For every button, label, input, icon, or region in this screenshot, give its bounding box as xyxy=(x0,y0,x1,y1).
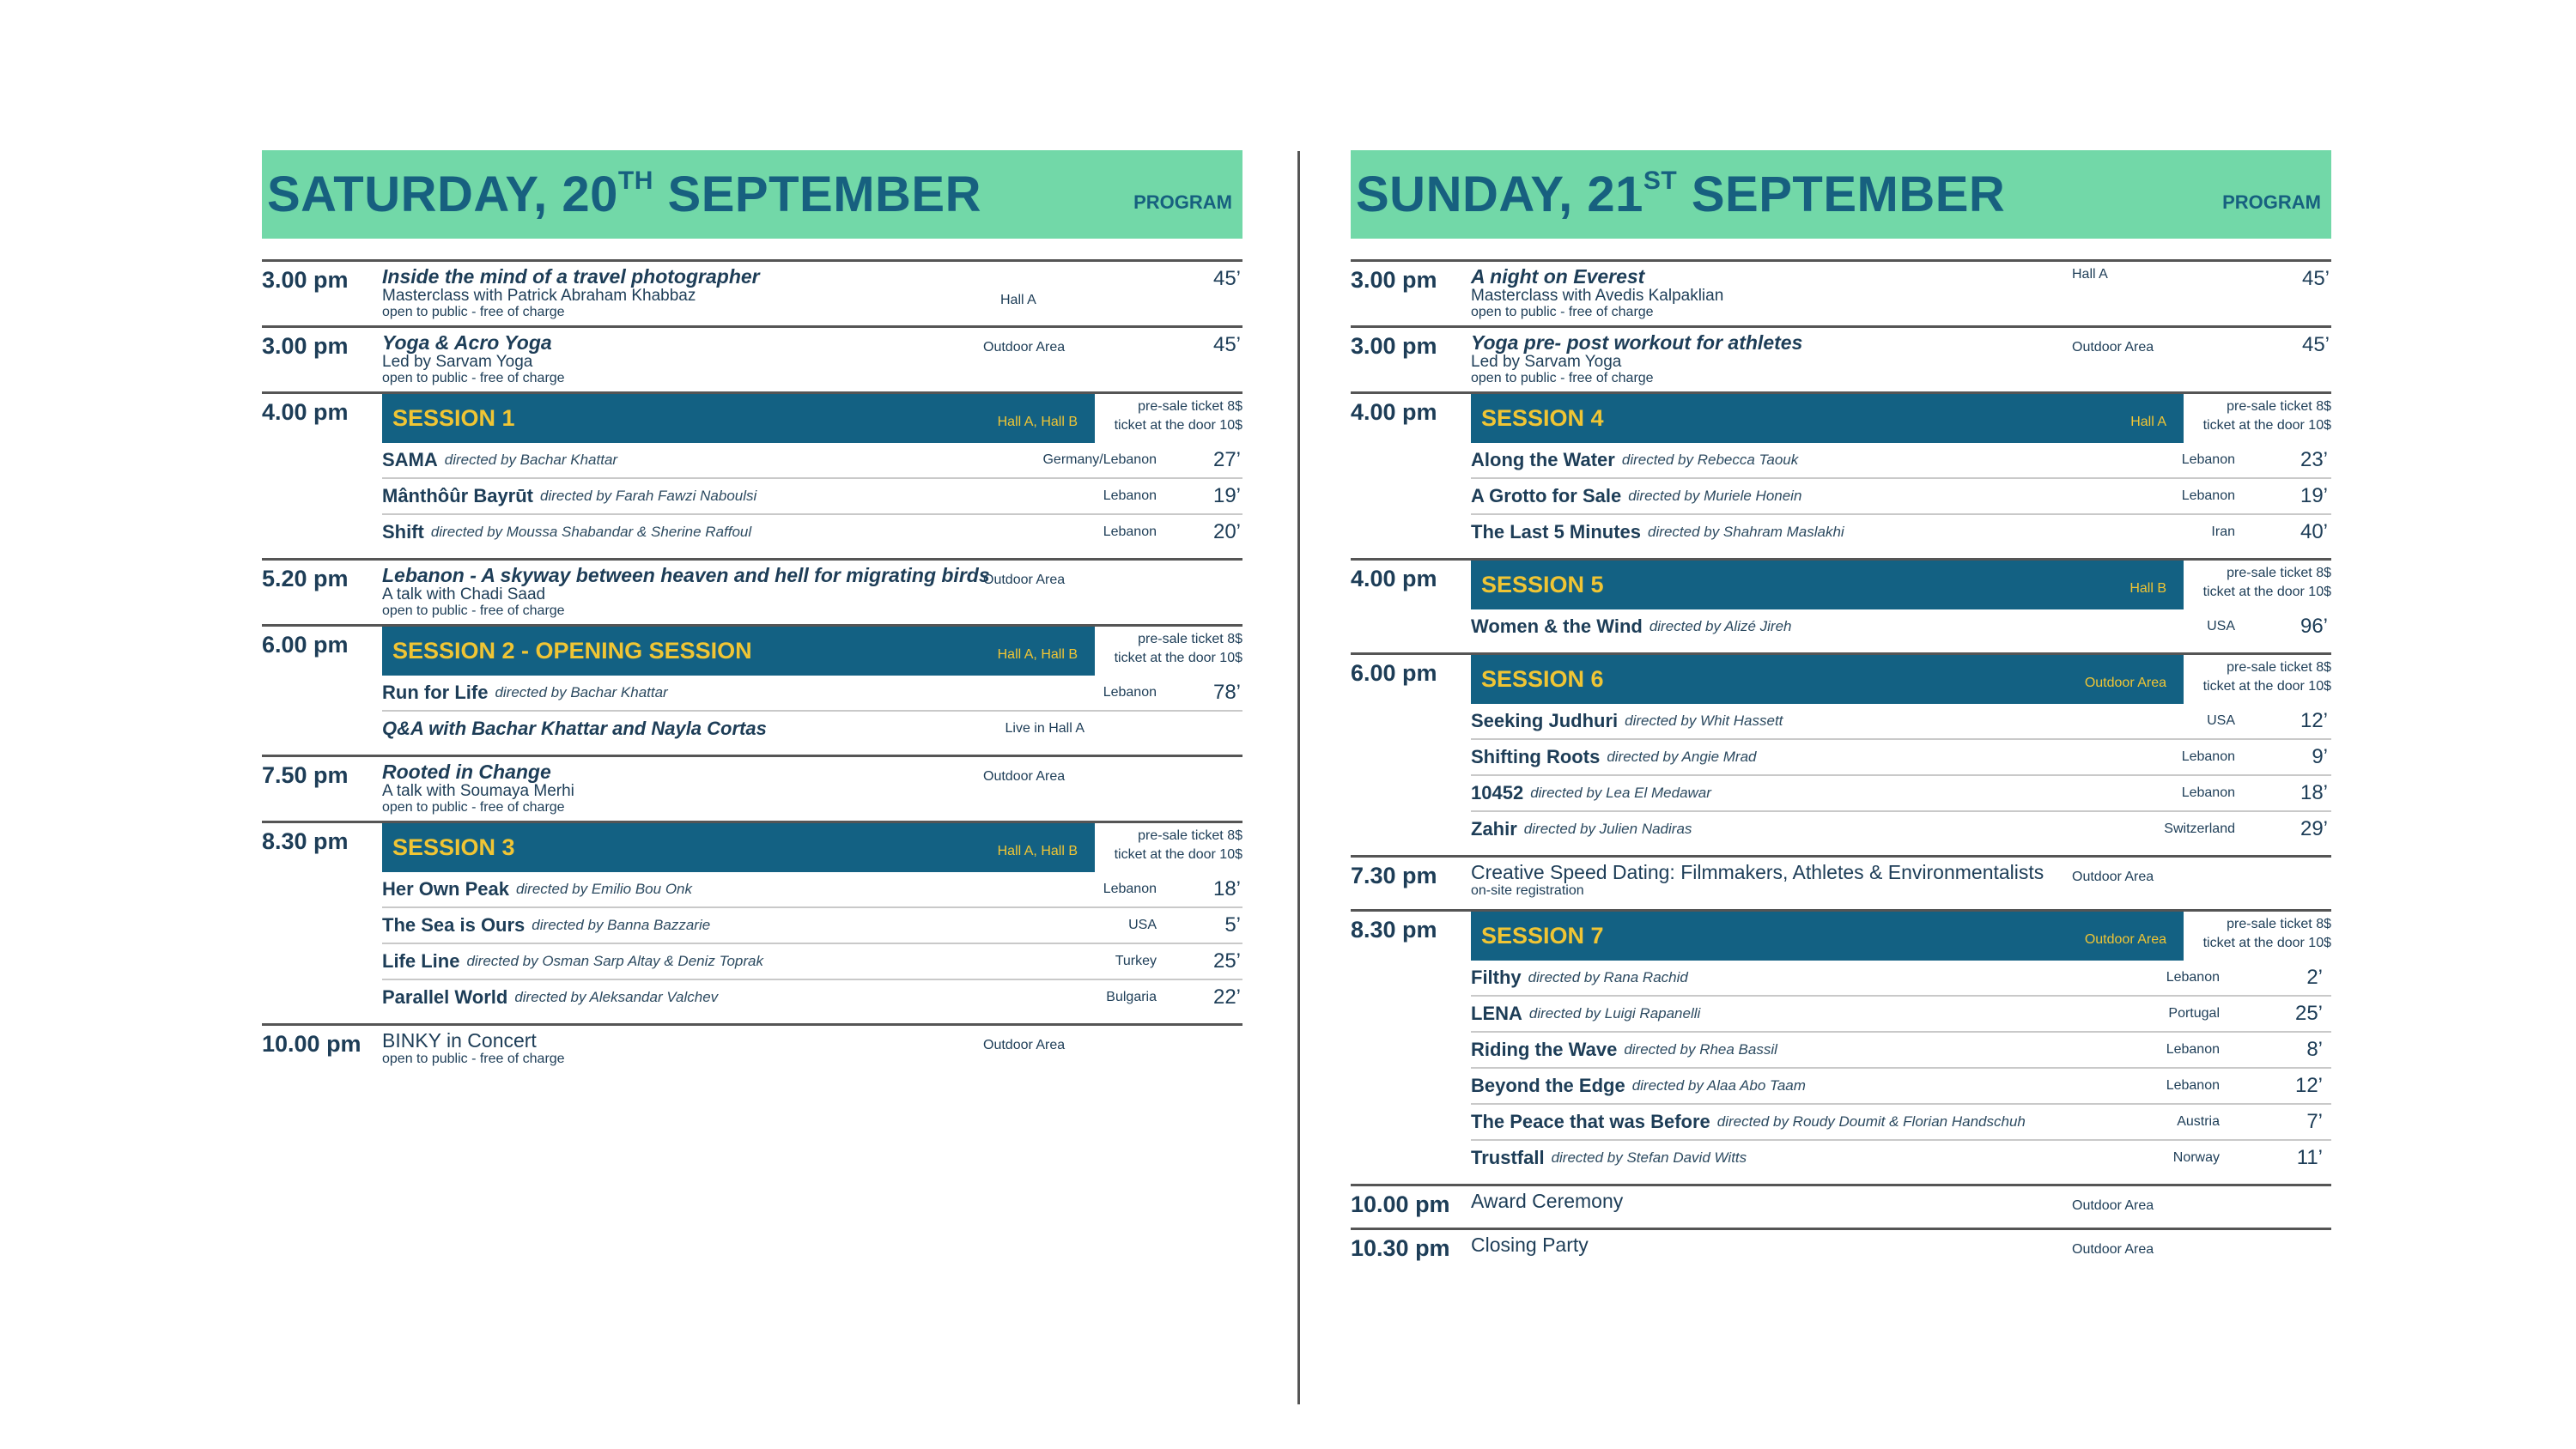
time-slot xyxy=(262,755,1242,821)
film-director: directed by Farah Fawzi Naboulsi xyxy=(540,488,757,504)
slot-time: 10.30 pm xyxy=(1351,1235,1450,1261)
slot-time: 5.20 pm xyxy=(262,566,349,591)
film-row xyxy=(1471,515,2331,549)
film-row xyxy=(1471,997,2331,1033)
event xyxy=(382,262,1242,325)
session-bar xyxy=(1471,912,2184,961)
event-host: A talk with Soumaya Merhi xyxy=(382,782,574,800)
event-duration: 45’ xyxy=(2301,333,2330,356)
slot-time: 8.30 pm xyxy=(1351,917,1437,943)
slot-time: 3.00 pm xyxy=(1351,333,1437,359)
ticket-door: ticket at the door 10$ xyxy=(1114,418,1242,433)
event-location: Hall A xyxy=(2072,267,2108,282)
slot-content xyxy=(1471,1230,2331,1271)
sunday-program xyxy=(1351,150,2331,1271)
ticket-prices xyxy=(2184,561,2331,609)
film-list xyxy=(1471,704,2331,846)
film-country: Germany/Lebanon xyxy=(1042,452,1157,467)
film-duration: 11’ xyxy=(2296,1146,2323,1169)
event-title: Inside the mind of a travel photographer xyxy=(382,265,760,288)
event xyxy=(1471,1186,2331,1228)
slot-content xyxy=(382,823,1242,1023)
event-note: open to public - free of charge xyxy=(1471,371,1654,385)
film-duration: 27’ xyxy=(1212,448,1241,471)
event-location: Outdoor Area xyxy=(2072,1198,2154,1213)
film-row xyxy=(1471,1141,2331,1175)
event xyxy=(1471,1230,2331,1271)
film-title: Mânthôûr Bayrūt xyxy=(382,485,533,506)
ticket-presale: pre-sale ticket 8$ xyxy=(2227,917,2331,931)
time-slot xyxy=(1351,855,2331,909)
event-host: Masterclass with Avedis Kalpaklian xyxy=(1471,287,1724,305)
slot-content xyxy=(382,757,1242,821)
time-slot xyxy=(262,624,1242,755)
event-location: Hall A xyxy=(1000,293,1036,307)
film-row xyxy=(382,980,1242,1015)
time-slot xyxy=(1351,325,2331,391)
film-director: directed by Roudy Doumit & Florian Handschuh xyxy=(1716,1113,2026,1130)
ticket-presale: pre-sale ticket 8$ xyxy=(1138,399,1242,414)
slot-time: 4.00 pm xyxy=(262,399,349,425)
film-row xyxy=(1471,479,2331,515)
film-title: Along the Water xyxy=(1471,449,1615,470)
film-director: directed by Rana Rachid xyxy=(1528,969,1688,985)
film-title: Q&A with Bachar Khattar and Nayla Cortas xyxy=(382,718,767,739)
film-title: Beyond the Edge xyxy=(1471,1075,1625,1096)
film-title: The Peace that was Before xyxy=(1471,1111,1710,1132)
film-director: directed by Luigi Rapanelli xyxy=(1528,1005,1701,1022)
film-country: Norway xyxy=(2172,1150,2220,1165)
film-title: Trustfall xyxy=(1471,1147,1545,1168)
session-bar xyxy=(1471,561,2184,609)
slot-time: 7.30 pm xyxy=(1351,863,1437,888)
session-header xyxy=(382,394,1242,443)
event-note: open to public - free of charge xyxy=(382,603,565,618)
film-row xyxy=(1471,776,2331,812)
film-director: directed by Lea El Medawar xyxy=(1530,785,1711,801)
session-name: SESSION 7 xyxy=(1481,923,1604,949)
film-country: Lebanon xyxy=(2181,488,2235,503)
slot-content xyxy=(1471,858,2331,909)
ticket-presale: pre-sale ticket 8$ xyxy=(2227,660,2331,675)
slot-content xyxy=(1471,912,2331,1184)
session-hall: Outdoor Area xyxy=(2084,932,2166,947)
film-director: directed by Osman Sarp Altay & Deniz Toprak xyxy=(466,953,763,969)
film-row xyxy=(382,676,1242,712)
session-bar xyxy=(382,627,1095,676)
film-title: Zahir xyxy=(1471,818,1517,840)
film-duration: 29’ xyxy=(2300,817,2328,840)
session-header xyxy=(1471,655,2331,704)
session-name: SESSION 5 xyxy=(1481,572,1604,597)
film-title: The Last 5 Minutes xyxy=(1471,521,1642,543)
slot-time: 6.00 pm xyxy=(262,632,349,658)
slot-time: 3.00 pm xyxy=(262,333,349,359)
event-title: Creative Speed Dating: Filmmakers, Athletes & Environmentalists xyxy=(1471,861,2044,883)
day-banner xyxy=(1351,150,2331,239)
film-duration: 22’ xyxy=(1212,985,1241,1009)
film-title: Shifting Roots xyxy=(1471,746,1601,767)
film-title: The Sea is Ours xyxy=(382,914,526,936)
film-duration: 96’ xyxy=(2300,615,2328,638)
event-location: Outdoor Area xyxy=(983,573,1066,587)
film-list xyxy=(1471,443,2331,549)
event-location: Outdoor Area xyxy=(983,769,1066,784)
day-title-month: SEPTEMBER xyxy=(653,167,981,222)
slot-content xyxy=(1471,262,2331,325)
ticket-presale: pre-sale ticket 8$ xyxy=(2227,399,2331,414)
film-director: directed by Angie Mrad xyxy=(1607,749,1757,765)
time-slot xyxy=(1351,259,2331,325)
day-banner xyxy=(262,150,1242,239)
ticket-prices xyxy=(1095,394,1242,443)
film-country: USA xyxy=(2207,619,2235,634)
film-country: Switzerland xyxy=(2164,822,2235,836)
film-director: directed by Whit Hassett xyxy=(1625,712,1783,729)
ticket-door: ticket at the door 10$ xyxy=(1114,847,1242,862)
session-name: SESSION 6 xyxy=(1481,666,1604,692)
film-row xyxy=(382,712,1242,746)
event-note: open to public - free of charge xyxy=(382,371,565,385)
film-country: Lebanon xyxy=(1103,685,1157,700)
film-row xyxy=(382,908,1242,944)
event-duration: 45’ xyxy=(2301,267,2330,290)
event-title: Award Ceremony xyxy=(1471,1190,1624,1212)
film-row xyxy=(1471,1069,2331,1105)
film-row xyxy=(1471,812,2331,846)
event-duration: 45’ xyxy=(1212,333,1241,356)
film-duration: 18’ xyxy=(2300,781,2328,804)
event-title: Yoga & Acro Yoga xyxy=(382,331,552,354)
event-title: Rooted in Change xyxy=(382,761,551,783)
event-location: Outdoor Area xyxy=(983,1038,1066,1052)
film-country: Lebanon xyxy=(2181,452,2235,467)
film-director: directed by Alizé Jireh xyxy=(1649,618,1792,634)
event xyxy=(382,561,1242,624)
event-duration: 45’ xyxy=(1212,267,1241,290)
film-duration: 20’ xyxy=(1212,520,1241,543)
film-duration: 2’ xyxy=(2306,966,2323,989)
column-divider xyxy=(1297,151,1300,1404)
event xyxy=(382,757,1242,821)
event-title: A night on Everest xyxy=(1471,265,1645,288)
event-title: Yoga pre- post workout for athletes xyxy=(1471,331,1803,354)
film-list xyxy=(382,443,1242,549)
film-title: Run for Life xyxy=(382,682,489,703)
film-country: Portugal xyxy=(2168,1006,2220,1021)
film-title: Shift xyxy=(382,521,424,543)
film-row xyxy=(382,443,1242,479)
event-note: on-site registration xyxy=(1471,883,1584,898)
film-row xyxy=(382,872,1242,908)
slot-time: 10.00 pm xyxy=(1351,1191,1450,1217)
film-title: SAMA xyxy=(382,449,438,470)
ticket-presale: pre-sale ticket 8$ xyxy=(2227,566,2331,580)
day-title xyxy=(267,166,981,223)
session-header xyxy=(382,823,1242,872)
slot-content xyxy=(382,1026,1242,1077)
film-row xyxy=(1471,704,2331,740)
film-country: USA xyxy=(1128,918,1157,932)
event-location: Outdoor Area xyxy=(2072,870,2154,884)
slot-content xyxy=(1471,561,2331,652)
ticket-prices xyxy=(1095,627,1242,676)
time-slot xyxy=(262,259,1242,325)
film-title: Parallel World xyxy=(382,986,508,1008)
session-header xyxy=(1471,561,2331,609)
ticket-prices xyxy=(2184,394,2331,443)
film-title: Women & the Wind xyxy=(1471,615,1643,637)
film-director: directed by Rhea Bassil xyxy=(1624,1041,1777,1058)
film-country: Lebanon xyxy=(2166,970,2220,985)
ticket-door: ticket at the door 10$ xyxy=(2202,418,2331,433)
film-director: directed by Muriele Honein xyxy=(1628,488,1802,504)
film-title: A Grotto for Sale xyxy=(1471,485,1622,506)
film-title: 10452 xyxy=(1471,782,1524,803)
event-note: open to public - free of charge xyxy=(382,305,565,319)
event-note: open to public - free of charge xyxy=(1471,305,1654,319)
slot-content xyxy=(382,561,1242,624)
event xyxy=(382,1026,1242,1077)
session-hall: Hall A, Hall B xyxy=(997,415,1078,429)
day-title-ordinal: TH xyxy=(617,167,653,195)
film-row xyxy=(1471,740,2331,776)
time-slot xyxy=(1351,1228,2331,1271)
film-director: directed by Banna Bazzarie xyxy=(532,917,711,933)
slot-content xyxy=(1471,328,2331,391)
slot-content xyxy=(1471,394,2331,558)
slot-content xyxy=(382,262,1242,325)
event-host: Led by Sarvam Yoga xyxy=(1471,353,1622,371)
saturday-program xyxy=(262,150,1242,1077)
film-duration: 12’ xyxy=(2294,1074,2323,1097)
ticket-door: ticket at the door 10$ xyxy=(1114,651,1242,665)
event-location: Outdoor Area xyxy=(983,340,1066,355)
film-duration: 5’ xyxy=(1224,913,1241,937)
film-duration: 78’ xyxy=(1212,681,1241,704)
event-title: Closing Party xyxy=(1471,1234,1589,1256)
event-note: open to public - free of charge xyxy=(382,800,565,815)
film-row xyxy=(382,515,1242,549)
session-bar xyxy=(382,823,1095,872)
event-host: Led by Sarvam Yoga xyxy=(382,353,533,371)
slot-content xyxy=(1471,1186,2331,1228)
film-row xyxy=(382,944,1242,980)
film-duration: 19’ xyxy=(1212,484,1241,507)
session-hall: Outdoor Area xyxy=(2084,676,2166,690)
program-label: PROGRAM xyxy=(1133,191,1232,213)
film-row xyxy=(1471,1105,2331,1141)
time-slot xyxy=(1351,558,2331,652)
film-title: Riding the Wave xyxy=(1471,1039,1618,1060)
slot-content xyxy=(1471,655,2331,855)
film-director: directed by Alaa Abo Taam xyxy=(1631,1077,1806,1094)
film-country: Iran xyxy=(2211,524,2235,539)
time-slot xyxy=(262,1023,1242,1077)
event-title: Lebanon - A skyway between heaven and hell for migrating birds xyxy=(382,564,990,586)
film-director: directed by Stefan David Witts xyxy=(1551,1149,1747,1166)
film-duration: 19’ xyxy=(2300,484,2328,507)
film-country: Lebanon xyxy=(2181,785,2235,800)
film-duration: 12’ xyxy=(2300,709,2328,732)
session-bar xyxy=(1471,394,2184,443)
film-title: Seeking Judhuri xyxy=(1471,710,1619,731)
film-row xyxy=(382,479,1242,515)
film-director: directed by Rebecca Taouk xyxy=(1621,452,1799,468)
event-location: Outdoor Area xyxy=(2072,1242,2154,1257)
time-slot xyxy=(1351,1184,2331,1228)
slot-time: 6.00 pm xyxy=(1351,660,1437,686)
time-slot xyxy=(1351,652,2331,855)
ticket-presale: pre-sale ticket 8$ xyxy=(1138,632,1242,646)
time-slot xyxy=(262,391,1242,558)
film-duration: 25’ xyxy=(1212,949,1241,973)
event xyxy=(1471,262,2331,325)
slot-time: 7.50 pm xyxy=(262,762,349,788)
session-name: SESSION 3 xyxy=(392,834,515,860)
film-director: directed by Julien Nadiras xyxy=(1523,821,1692,837)
film-duration: 23’ xyxy=(2300,448,2328,471)
film-title: LENA xyxy=(1471,1003,1522,1024)
time-slot xyxy=(262,821,1242,1023)
slot-time: 10.00 pm xyxy=(262,1031,361,1057)
session-hall: Hall B xyxy=(2129,581,2166,596)
time-slot xyxy=(1351,391,2331,558)
film-director: directed by Moussa Shabandar & Sherine Raffoul xyxy=(430,524,752,540)
event-host: Masterclass with Patrick Abraham Khabbaz xyxy=(382,287,696,305)
day-title-month: SEPTEMBER xyxy=(1677,167,2006,222)
film-director: directed by Aleksandar Valchev xyxy=(514,989,719,1005)
session-bar xyxy=(1471,655,2184,704)
day-title-text: SATURDAY, 20 xyxy=(267,167,618,222)
film-country: Lebanon xyxy=(1103,488,1157,503)
session-bar xyxy=(382,394,1095,443)
event-location: Outdoor Area xyxy=(2072,340,2154,355)
film-duration: 18’ xyxy=(1212,877,1241,900)
film-country: Lebanon xyxy=(1103,524,1157,539)
film-duration: 7’ xyxy=(2306,1110,2323,1133)
film-duration: 25’ xyxy=(2294,1002,2323,1025)
film-director: directed by Emilio Bou Onk xyxy=(515,881,692,897)
ticket-prices xyxy=(2184,912,2331,961)
day-title xyxy=(1356,166,2005,223)
film-list xyxy=(1471,961,2331,1175)
event-note: open to public - free of charge xyxy=(382,1052,565,1066)
ticket-door: ticket at the door 10$ xyxy=(2202,585,2331,599)
slot-time: 4.00 pm xyxy=(1351,566,1437,591)
slot-content xyxy=(382,328,1242,391)
film-country: Bulgaria xyxy=(1106,990,1157,1004)
film-country: Lebanon xyxy=(2181,749,2235,764)
slot-time: 8.30 pm xyxy=(262,828,349,854)
film-country: USA xyxy=(2207,713,2235,728)
event xyxy=(1471,858,2331,909)
session-header xyxy=(382,627,1242,676)
film-title: Her Own Peak xyxy=(382,878,509,900)
day-title-ordinal: ST xyxy=(1643,167,1678,195)
session-hall: Hall A xyxy=(2130,415,2166,429)
slot-time: 4.00 pm xyxy=(1351,399,1437,425)
day-title-text: SUNDAY, 21 xyxy=(1356,167,1643,222)
film-duration: 8’ xyxy=(2306,1038,2323,1061)
event-title: BINKY in Concert xyxy=(382,1029,537,1052)
film-title: Life Line xyxy=(382,950,460,972)
film-list xyxy=(1471,609,2331,644)
film-title: Filthy xyxy=(1471,967,1522,988)
slot-time: 3.00 pm xyxy=(262,267,349,293)
film-country: Lebanon xyxy=(1103,882,1157,896)
session-hall: Hall A, Hall B xyxy=(997,647,1078,662)
slot-time: 3.00 pm xyxy=(1351,267,1437,293)
film-director: directed by Bachar Khattar xyxy=(495,684,668,700)
film-director: directed by Bachar Khattar xyxy=(444,452,618,468)
film-list xyxy=(382,872,1242,1015)
film-country: Turkey xyxy=(1115,954,1157,968)
film-row xyxy=(1471,1033,2331,1069)
film-country: Austria xyxy=(2177,1114,2220,1129)
slot-content xyxy=(382,627,1242,755)
session-name: SESSION 4 xyxy=(1481,405,1604,431)
film-duration: 9’ xyxy=(2312,745,2328,768)
film-country: Lebanon xyxy=(2166,1042,2220,1057)
film-duration: 40’ xyxy=(2300,520,2328,543)
film-row xyxy=(1471,609,2331,644)
session-name: SESSION 2 - OPENING SESSION xyxy=(392,638,752,664)
session-header xyxy=(1471,394,2331,443)
time-slot xyxy=(1351,909,2331,1184)
ticket-presale: pre-sale ticket 8$ xyxy=(1138,828,1242,843)
film-list xyxy=(382,676,1242,746)
ticket-prices xyxy=(1095,823,1242,872)
event xyxy=(1471,328,2331,391)
film-country: Lebanon xyxy=(2166,1078,2220,1093)
ticket-door: ticket at the door 10$ xyxy=(2202,936,2331,950)
time-slot xyxy=(262,558,1242,624)
film-row xyxy=(1471,961,2331,997)
event xyxy=(382,328,1242,391)
ticket-prices xyxy=(2184,655,2331,704)
session-header xyxy=(1471,912,2331,961)
event-host: A talk with Chadi Saad xyxy=(382,585,546,603)
ticket-door: ticket at the door 10$ xyxy=(2202,679,2331,694)
program-label: PROGRAM xyxy=(2222,191,2321,213)
film-row xyxy=(1471,443,2331,479)
film-director: directed by Shahram Maslakhi xyxy=(1648,524,1844,540)
slot-content xyxy=(382,394,1242,558)
session-name: SESSION 1 xyxy=(392,405,515,431)
film-country: Live in Hall A xyxy=(1005,721,1084,736)
session-hall: Hall A, Hall B xyxy=(997,844,1078,858)
time-slot xyxy=(262,325,1242,391)
